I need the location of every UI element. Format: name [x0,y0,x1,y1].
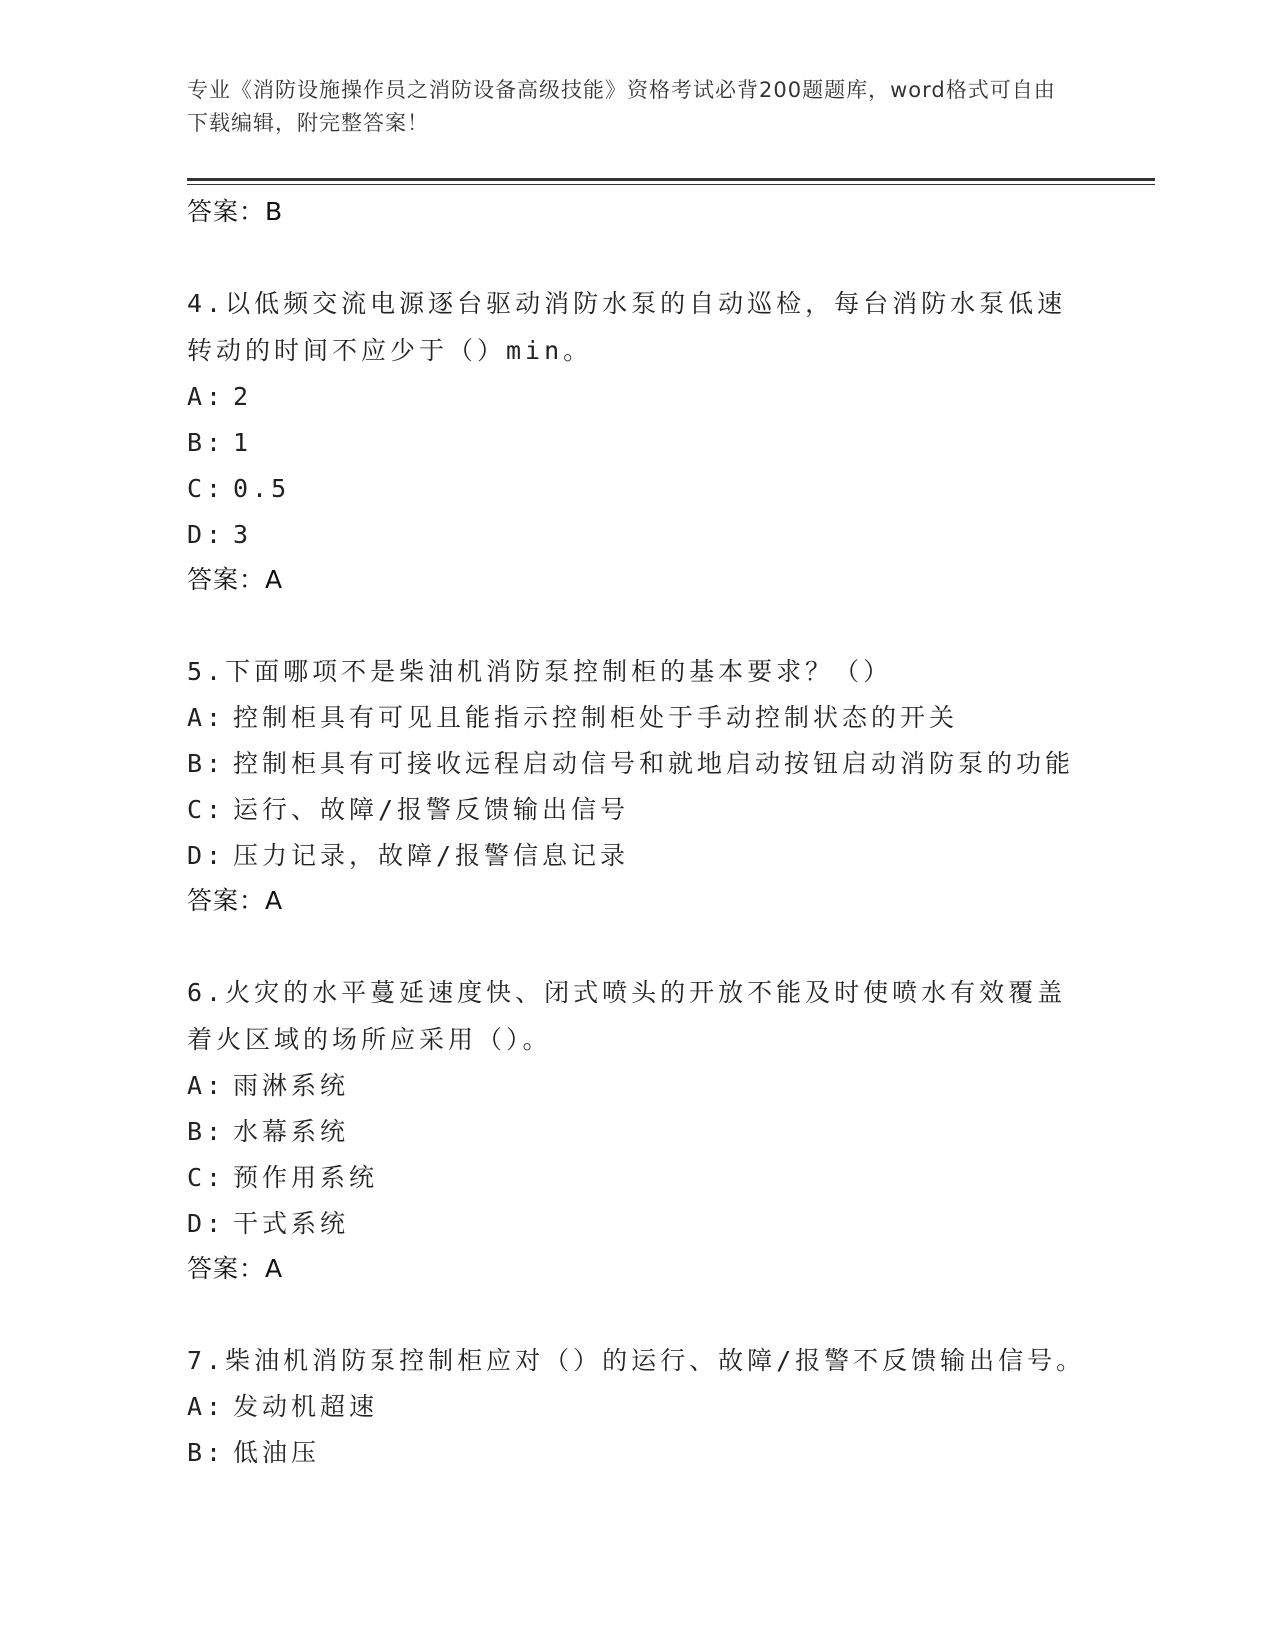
question-text: 4.以低频交流电源逐台驱动消防水泵的自动巡检，每台消防水泵低速转动的时间不应少于（）min。 [187,289,1067,365]
option-text: 雨淋系统 [233,1071,350,1100]
header-text: 专业《消防设施操作员之消防设备高级技能》资格考试必背200题题库，word格式可自由下载编辑，附完整答案！ [187,78,1056,135]
option-b [187,1109,1087,1155]
option-text: 控制柜具有可接收远程启动信号和就地启动按钮启动消防泵的功能 [233,749,1075,778]
answer-label: 答案：A [187,565,284,594]
option-letter: B: [187,749,226,778]
option-text: 发动机超速 [233,1392,379,1421]
option-c [187,466,1087,512]
option-letter: C: [187,474,226,503]
option-letter: B: [187,1438,226,1467]
option-text: 1 [233,428,253,457]
option-a [187,1063,1087,1109]
option-a [187,1384,1087,1430]
option-letter: C: [187,1163,226,1192]
option-text: 干式系统 [233,1209,350,1238]
option-d [187,512,1087,558]
option-text: 运行、故障/报警反馈输出信号 [233,795,630,824]
option-c [187,1155,1087,1201]
option-c [187,787,1087,833]
option-b [187,741,1087,787]
question-5 [187,648,1087,923]
answer-label: 答案：B [187,197,284,226]
option-text: 2 [233,382,253,411]
answer-label: 答案：A [187,1254,284,1283]
question-text: 6.火灾的水平蔓延速度快、闭式喷头的开放不能及时使喷水有效覆盖着火区域的场所应采用（）。 [187,978,1067,1054]
option-d [187,833,1087,879]
option-letter: B: [187,1117,226,1146]
option-letter: D: [187,520,226,549]
question-7 [187,1337,1087,1476]
option-text: 预作用系统 [233,1163,379,1192]
question-6 [187,969,1087,1291]
header-rule-thick [187,178,1155,181]
question-text: 7.柴油机消防泵控制柜应对（）的运行、故障/报警不反馈输出信号。 [187,1346,1086,1375]
option-b [187,420,1087,466]
document-header [187,74,1067,140]
option-text: 3 [233,520,253,549]
question-text: 5.下面哪项不是柴油机消防泵控制柜的基本要求？（） [187,657,893,686]
option-text: 低油压 [233,1438,321,1467]
option-letter: D: [187,841,226,870]
option-d [187,1201,1087,1247]
question-list [187,190,1087,1476]
option-text: 控制柜具有可见且能指示控制柜处于手动控制状态的开关 [233,703,959,732]
answer-label: 答案：A [187,886,284,915]
option-letter: A: [187,1071,226,1100]
option-letter: C: [187,795,226,824]
option-letter: A: [187,382,226,411]
option-a [187,695,1087,741]
header-rule-thin [187,184,1155,185]
option-a [187,374,1087,420]
option-text: 水幕系统 [233,1117,350,1146]
option-b [187,1430,1087,1476]
option-letter: D: [187,1209,226,1238]
option-text: 0.5 [233,474,291,503]
option-text: 压力记录，故障/报警信息记录 [233,841,630,870]
option-letter: A: [187,1392,226,1421]
option-letter: B: [187,428,226,457]
option-letter: A: [187,703,226,732]
question-4 [187,280,1087,602]
